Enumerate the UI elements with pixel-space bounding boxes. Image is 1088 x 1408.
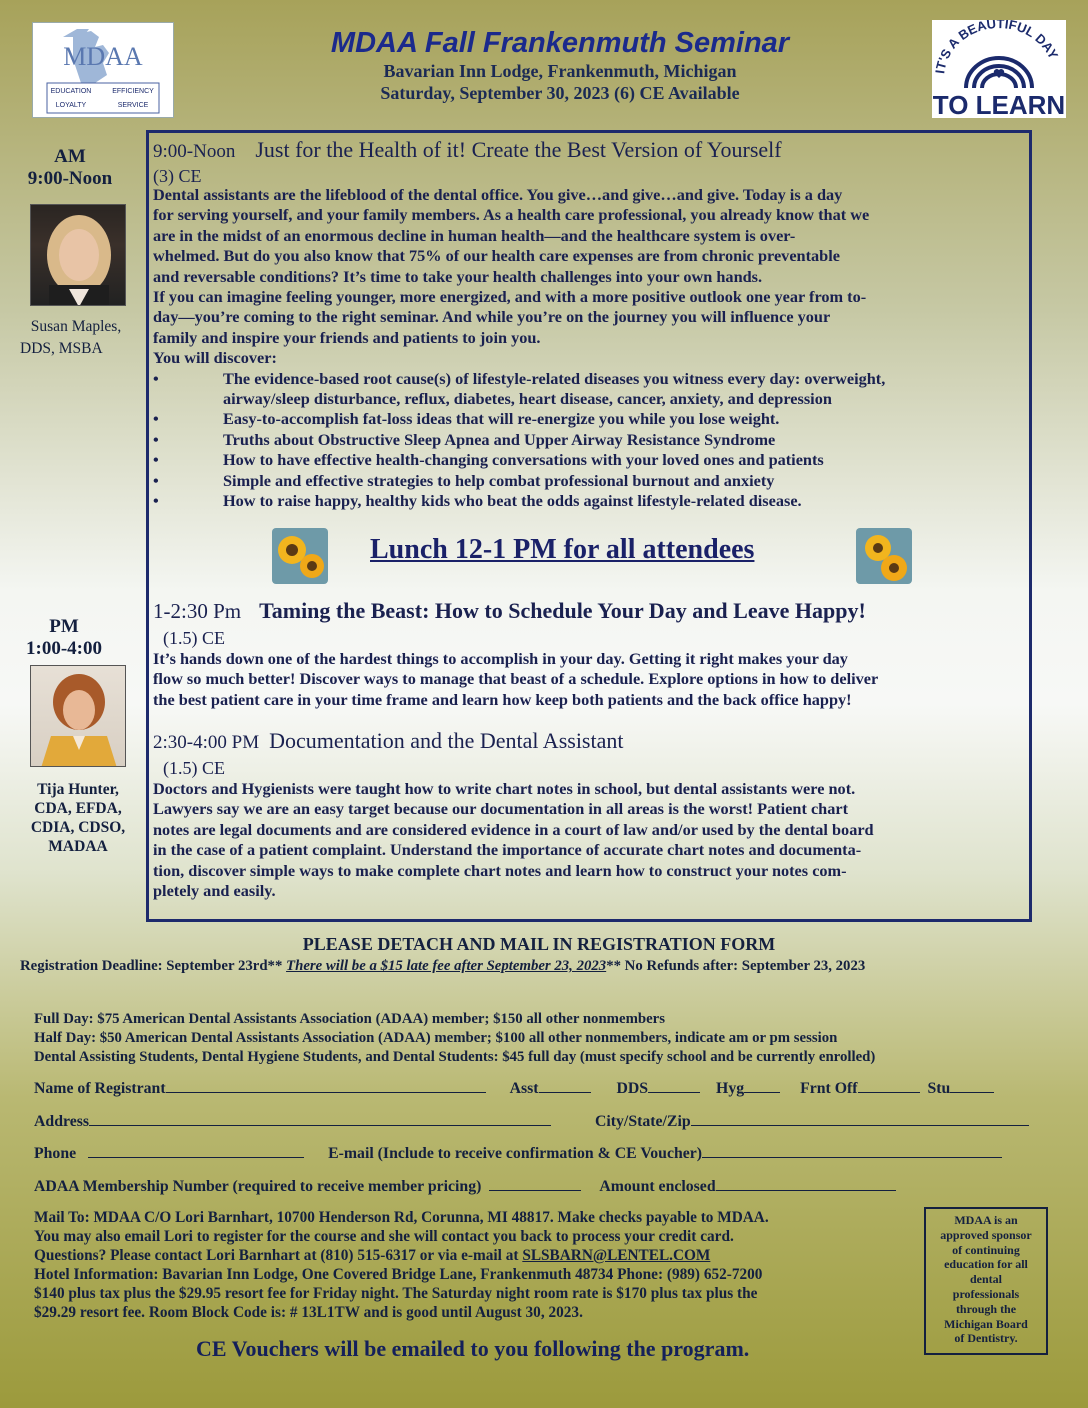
session1-time: 9:00-Noon	[153, 141, 236, 162]
list-item: • Truths about Obstructive Sleep Apnea and Upper Airway Resistance Syndrome	[153, 429, 776, 449]
session2-ce: (1.5) CE	[163, 628, 225, 648]
fee-list: Full Day: $75 American Dental Assistants Association (ADAA) member; $150 all other nonmembers Half Day: $50 American Dental Assistants Association (ADAA) member; $100 all other nonmembers, indicate am or pm session Dental Assisting Students, Dental Hygiene Students, and Dental Students: $45 full day (must specify school and be currently enrolled)	[34, 1011, 876, 1065]
registration-heading: PLEASE DETACH AND MAIL IN REGISTRATION FORM	[302, 934, 776, 954]
sponsor-box: MDAA is an approved sponsor of continuing education for all dental professionals through the Michigan Board of Dentistry.	[924, 1207, 1048, 1355]
session1-description: Dental assistants are the lifeblood of the dental office. You give…and give…and give. Today is a day for serving yourself, and your family members. As a health care professional, you already know that we are in the midst of an enormous decline in human health—and the healthcare system is over- whelmed. But do you also know that 75% of our health care expenses are from chronic preventable and reversable conditions? It’s time to take your health challenges into your own hands. If you can imagine feeling younger, more energized, and with a more positive outlook one year from to- day—you’re coming to the right seminar. And while you’re on the journey you will influence your family and inspire your friends and patients to join you. You will discover:	[153, 185, 870, 368]
rainbow-icon	[932, 20, 1066, 118]
am-label: AM	[54, 146, 86, 167]
form-row-name: Name of Registrant Asst DDS Hyg Frnt Off Stu	[34, 1078, 1064, 1098]
am-time: 9:00-Noon	[27, 168, 113, 189]
session3-title: Documentation and the Dental Assistant	[269, 728, 624, 753]
address-field[interactable]	[89, 1111, 551, 1126]
logo-bottom-text: TO LEARN	[932, 90, 1066, 118]
form-row-phone: Phone E-mail (Include to receive confirmation & CE Voucher)	[34, 1143, 1064, 1163]
svg-text:LOYALTY: LOYALTY	[55, 102, 87, 109]
amount-field[interactable]	[716, 1176, 896, 1191]
session2-time: 1-2:30 Pm	[153, 599, 242, 623]
list-item: • How to raise happy, healthy kids who beat the odds against lifestyle-related disease.	[153, 491, 802, 511]
session2-title: Taming the Beast: How to Schedule Your Day and Leave Happy!	[259, 598, 866, 623]
venue: Bavarian Inn Lodge, Frankenmuth, Michigan	[383, 61, 737, 81]
lunch-heading: Lunch 12-1 PM for all attendees	[370, 534, 755, 565]
sunflower-icon	[272, 528, 328, 584]
logo-text: MDAA	[63, 42, 143, 71]
beautiful-day-logo	[932, 20, 1066, 118]
svg-text:SERVICE: SERVICE	[117, 102, 149, 109]
speaker-photo-hunter	[30, 665, 126, 767]
list-item: • How to have effective health-changing conversations with your loved ones and patients	[153, 450, 824, 470]
page-title: MDAA Fall Frankenmuth Seminar	[330, 27, 790, 59]
name-field[interactable]	[166, 1078, 486, 1093]
session3-ce: (1.5) CE	[163, 758, 225, 778]
svg-text:EFFICIENCY: EFFICIENCY	[112, 88, 154, 95]
session-afternoon-1: 1-2:30 Pm Taming the Beast: How to Schedule Your Day and Leave Happy! (1.5) CE It’s hands down one of the hardest things to accomplish in your day. Getting it right makes your day flow so much better! Discover ways to manage that beast of a schedule. Explore options in how to deliver the best patient care in your time frame and learn how keep both patients and the back office happy!	[153, 598, 1033, 710]
pm-label: PM	[49, 616, 79, 637]
speaker-hunter: Tija Hunter, CDA, EFDA, CDIA, CDSO, MADAA	[30, 781, 126, 855]
session1-title: Just for the Health of it! Create the Best Version of Yourself	[255, 137, 782, 162]
footer-note: CE Vouchers will be emailed to you following the program.	[196, 1336, 750, 1361]
pm-label-block	[14, 616, 114, 660]
svg-text:IT'S A BEAUTIFUL DAY: IT'S A BEAUTIFUL DAY	[932, 20, 1062, 75]
pm-time: 1:00-4:00	[26, 638, 102, 659]
session1-bullets	[153, 369, 1033, 512]
list-item: • Easy-to-accomplish fat-loss ideas that will re-energize you while you lose weight.	[153, 409, 780, 429]
phone-field[interactable]	[88, 1143, 304, 1158]
asst-field[interactable]	[539, 1078, 591, 1093]
frnt-off-field[interactable]	[858, 1078, 920, 1093]
session-afternoon-2: 2:30-4:00 PM Documentation and the Dental Assistant (1.5) CE Doctors and Hygienists were taught how to write chart notes in school, but dental assistants were not. Lawyers say we are an easy target because our documentation in all areas is the worst! Patient chart notes are legal documents and are considered evidence in a court of law and/or used by the dental board in the case of a patient complaint. Understand the importance of accurate chart notes and documenta- tion, discover simple ways to make complete chart notes and learn how to construct your notes com- pletely and easily.	[153, 728, 1033, 901]
svg-text:EDUCATION: EDUCATION	[50, 88, 92, 95]
form-row-adaa: ADAA Membership Number (required to receive member pricing) Amount enclosed	[34, 1176, 1064, 1196]
mail-info: Mail To: MDAA C/O Lori Barnhart, 10700 Henderson Rd, Corunna, MI 48817. Make checks payable to MDAA. You may also email Lori to register for the course and she will contact you back to process your credit card. Questions? Please contact Lori Barnhart at (810) 515-6317 or via e-mail at SLSBARN@LENTEL.COM Hotel Information: Bavarian Inn Lodge, One Covered Bridge Lane, Frankenmuth 48734 Phone: (989) 652-7200 $140 plus tax plus the $29.95 resort fee for Friday night. The Saturday night room rate is $170 plus tax plus the $29.29 resort fee. Room Block Code is: # 13L1TW and is good until August 30, 2023.	[34, 1209, 769, 1321]
speaker-photo-maples	[30, 204, 126, 306]
event-date: Saturday, September 30, 2023 (6) CE Available	[380, 83, 740, 103]
city-field[interactable]	[691, 1111, 1029, 1126]
registration-deadline: Registration Deadline: September 23rd** There will be a $15 late fee after September 23, 2023** No Refunds after: September 23, 2023	[20, 958, 866, 974]
session1-ce: (3) CE	[153, 166, 202, 186]
adaa-number-field[interactable]	[489, 1176, 581, 1191]
session-morning	[153, 136, 1033, 512]
form-row-address: Address City/State/Zip	[34, 1111, 1064, 1131]
session3-time: 2:30-4:00 PM	[153, 732, 260, 753]
list-item: airway/sleep disturbance, reflux, diabetes, heart disease, cancer, anxiety, and depression	[223, 389, 832, 409]
page-header	[190, 26, 930, 104]
sunflower-icon	[856, 528, 912, 584]
email-link[interactable]: SLSBARN@LENTEL.COM	[522, 1247, 711, 1264]
michigan-map-icon	[33, 23, 173, 117]
mdaa-logo	[32, 22, 174, 118]
dds-field[interactable]	[648, 1078, 700, 1093]
email-field[interactable]	[702, 1143, 1002, 1158]
am-label-block	[14, 146, 126, 190]
list-item: • The evidence-based root cause(s) of lifestyle-related diseases you witness every day: overweight,	[153, 368, 886, 388]
list-item: • Simple and effective strategies to help combat professional burnout and anxiety	[153, 470, 775, 490]
speaker-maples: Susan Maples, DDS, MSBA	[20, 318, 122, 357]
stu-field[interactable]	[950, 1078, 994, 1093]
hyg-field[interactable]	[744, 1078, 780, 1093]
